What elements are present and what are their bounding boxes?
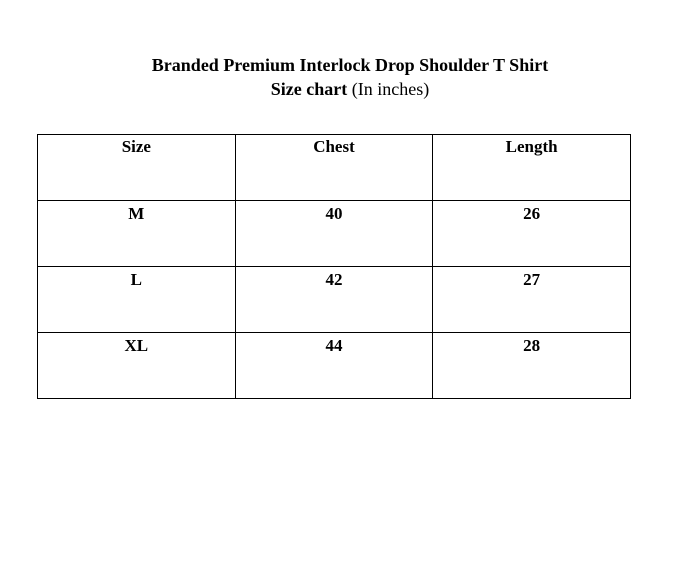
subtitle-label: Size chart: [270, 79, 348, 99]
header-chest: Chest: [235, 135, 433, 201]
table-row: [38, 333, 631, 399]
size-chart-table: [37, 134, 631, 399]
subtitle-unit: (In inches): [351, 79, 430, 99]
page-title: Branded Premium Interlock Drop Shoulder T Shirt: [151, 55, 549, 75]
cell-length: 27: [433, 267, 631, 333]
cell-size: M: [38, 201, 236, 267]
cell-size: XL: [38, 333, 236, 399]
cell-chest: 42: [235, 267, 433, 333]
table-row: [38, 201, 631, 267]
table-header-row: [38, 135, 631, 201]
page-subtitle: [0, 78, 687, 100]
cell-chest: 40: [235, 201, 433, 267]
cell-length: 26: [433, 201, 631, 267]
cell-length: 28: [433, 333, 631, 399]
header-length: Length: [433, 135, 631, 201]
cell-chest: 44: [235, 333, 433, 399]
table-row: [38, 267, 631, 333]
header-size: Size: [38, 135, 236, 201]
cell-size: L: [38, 267, 236, 333]
